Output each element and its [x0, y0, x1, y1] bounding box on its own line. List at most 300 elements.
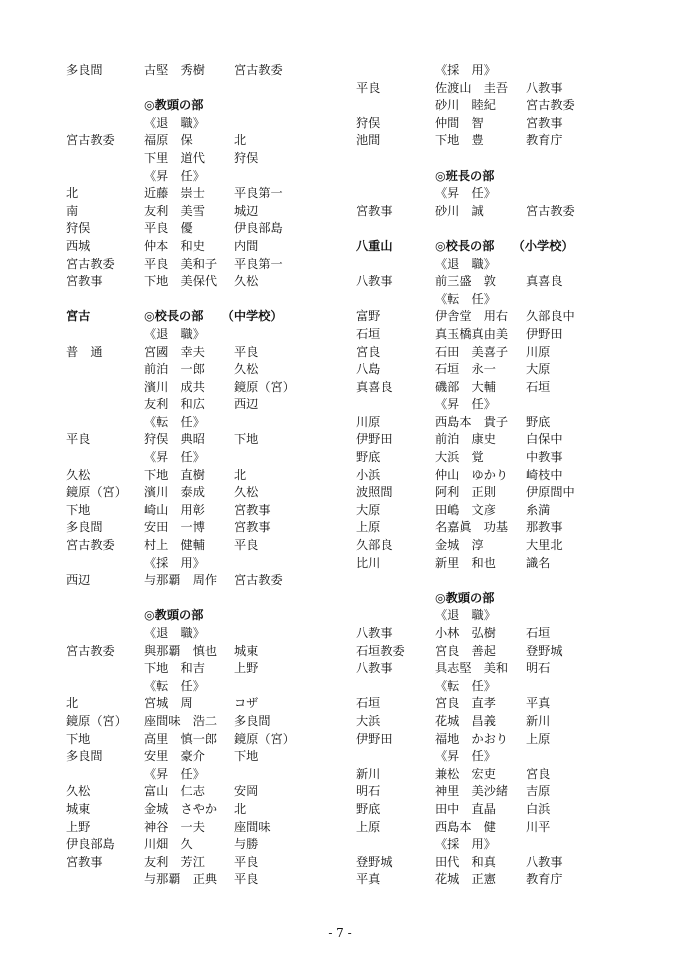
prior-post-cell: 伊野田: [526, 326, 563, 341]
name-cell: 《昇 任》: [435, 749, 496, 764]
personnel-row: [66, 519, 366, 537]
personnel-row: [66, 572, 366, 590]
personnel-row: [356, 62, 666, 80]
school-cell: 大浜: [356, 713, 381, 728]
name-cell: 濱川 泰成: [144, 485, 205, 500]
prior-post-cell: 教育庁: [526, 133, 563, 148]
prior-post-cell: 平良: [234, 344, 259, 359]
prior-post-cell: 北: [234, 133, 247, 148]
prior-post-cell: 鏡原（宮）: [234, 731, 295, 746]
school-cell: 下地: [66, 502, 91, 517]
personnel-row: [66, 801, 366, 819]
school-cell: 城東: [66, 801, 91, 816]
school-cell: 石垣: [356, 696, 381, 711]
page-number: - 7 -: [328, 926, 352, 940]
name-cell: 西島本 健: [435, 819, 496, 834]
prior-post-cell: 識名: [526, 555, 551, 570]
name-cell: ◎教頭の部: [144, 608, 204, 623]
personnel-row: [66, 748, 366, 766]
prior-post-cell: 宮古教委: [526, 203, 575, 218]
school-cell: 西辺: [66, 573, 91, 588]
prior-post-cell: 白浜: [526, 801, 551, 816]
blank-row: [356, 150, 666, 168]
school-cell: 宮教事: [66, 854, 103, 869]
name-cell: ◎校長の部 （小学校）: [435, 238, 574, 253]
name-cell: 《昇 任》: [144, 168, 205, 183]
school-cell: 野底: [356, 801, 381, 816]
name-cell: 福原 保: [144, 133, 193, 148]
school-cell: 八教事: [356, 274, 393, 289]
name-cell: 平良 美和子: [144, 256, 218, 271]
personnel-row: [66, 449, 366, 467]
personnel-row: [356, 871, 666, 889]
name-cell: 宮良 善起: [435, 643, 496, 658]
name-cell: 田嶋 文彦: [435, 502, 496, 517]
name-cell: 村上 健輔: [144, 538, 205, 553]
school-cell: 鏡原（宮）: [66, 485, 127, 500]
blank-row: [356, 572, 666, 590]
blank-row: [66, 291, 366, 309]
prior-post-cell: 宮良: [526, 766, 551, 781]
personnel-row: [66, 871, 366, 889]
personnel-row: [66, 256, 366, 274]
name-cell: 金城 淳: [435, 538, 484, 553]
school-cell: 八重山: [356, 238, 393, 253]
school-cell: 北: [66, 186, 79, 201]
prior-post-cell: 明石: [526, 661, 551, 676]
name-cell: ◎教頭の部: [435, 590, 495, 605]
school-cell: 真喜良: [356, 379, 393, 394]
personnel-row: [356, 555, 666, 573]
prior-post-cell: 下地: [234, 749, 259, 764]
school-cell: 伊良部島: [66, 837, 115, 852]
name-cell: 川畑 久: [144, 837, 193, 852]
school-cell: 宮教事: [356, 203, 393, 218]
personnel-row: [66, 132, 366, 150]
name-cell: 座間味 浩二: [144, 713, 218, 728]
name-cell: 富山 仁志: [144, 784, 205, 799]
name-cell: 石垣 永一: [435, 362, 496, 377]
name-cell: 田代 和真: [435, 854, 496, 869]
personnel-row: [66, 168, 366, 186]
school-cell: 八教事: [356, 626, 393, 640]
prior-post-cell: 崎枝中: [526, 467, 563, 482]
school-cell: 多良間: [66, 520, 103, 535]
personnel-row: [66, 150, 366, 168]
school-cell: 多良間: [66, 749, 103, 764]
school-cell: 新川: [356, 766, 381, 781]
personnel-row: [66, 766, 366, 784]
personnel-row: [66, 819, 366, 837]
school-cell: 大原: [356, 502, 381, 517]
personnel-row: [356, 449, 666, 467]
prior-post-cell: 那教事: [526, 520, 563, 535]
personnel-row: [356, 115, 666, 133]
personnel-row: [66, 185, 366, 203]
prior-post-cell: 久松: [234, 362, 259, 377]
prior-post-cell: 中教事: [526, 450, 563, 465]
school-cell: 富野: [356, 309, 381, 324]
name-cell: 阿利 正則: [435, 485, 496, 500]
prior-post-cell: 平良第一: [234, 256, 283, 271]
personnel-row: [66, 625, 366, 643]
personnel-row: [66, 713, 366, 731]
prior-post-cell: コザ: [234, 696, 259, 711]
name-cell: 《転 任》: [144, 678, 205, 693]
school-cell: 石垣教委: [356, 643, 405, 658]
name-cell: 高里 慎一郎: [144, 731, 218, 746]
name-cell: 具志堅 美和: [435, 661, 509, 676]
school-cell: 下地: [66, 731, 91, 746]
name-cell: 《退 職》: [435, 608, 496, 623]
prior-post-cell: 久松: [234, 274, 259, 289]
prior-post-cell: 八教事: [526, 80, 563, 95]
school-cell: 野底: [356, 450, 381, 465]
name-cell: 田中 直晶: [435, 801, 496, 816]
school-cell: 八教事: [356, 661, 393, 676]
name-cell: 仲本 和史: [144, 238, 205, 253]
school-cell: 平良: [356, 80, 381, 95]
name-cell: ◎班長の部: [435, 168, 495, 183]
personnel-row: [356, 308, 666, 326]
name-cell: 名嘉眞 功基: [435, 520, 509, 535]
personnel-row: [356, 97, 666, 115]
name-cell: 《採 用》: [144, 555, 205, 570]
name-cell: 《採 用》: [435, 63, 496, 77]
name-cell: 《退 職》: [144, 326, 205, 341]
prior-post-cell: 吉原: [526, 784, 551, 799]
name-cell: 与那覇 正典: [144, 872, 218, 887]
name-cell: 真玉橋真由美: [435, 326, 509, 341]
personnel-row: [66, 836, 366, 854]
school-cell: 西城: [66, 238, 91, 253]
name-cell: 下里 道代: [144, 150, 205, 165]
school-cell: 平良: [66, 432, 91, 447]
name-cell: 新里 和也: [435, 555, 496, 570]
personnel-row: [66, 643, 366, 661]
prior-post-cell: 登野城: [526, 643, 563, 658]
prior-post-cell: 大里北: [526, 538, 563, 553]
school-cell: 宮古教委: [66, 643, 115, 658]
name-cell: ◎校長の部 （中学校）: [144, 309, 283, 324]
name-cell: 石田 美喜子: [435, 344, 509, 359]
name-cell: 磯部 大輔: [435, 379, 496, 394]
name-cell: 佐渡山 圭吾: [435, 80, 509, 95]
personnel-row: [356, 256, 666, 274]
prior-post-cell: 川原: [526, 344, 551, 359]
personnel-row: [66, 220, 366, 238]
name-cell: ◎教頭の部: [144, 98, 204, 113]
personnel-row: [66, 537, 366, 555]
name-cell: 宮城 周: [144, 696, 193, 711]
personnel-row: [66, 62, 366, 80]
name-cell: 狩俣 典昭: [144, 432, 205, 447]
personnel-row: [66, 502, 366, 520]
name-cell: 花城 正憲: [435, 872, 496, 887]
name-cell: 近藤 崇士: [144, 186, 205, 201]
personnel-row: [66, 115, 366, 133]
prior-post-cell: 上原: [526, 731, 551, 746]
personnel-row: [356, 519, 666, 537]
name-cell: 西島本 貴子: [435, 414, 509, 429]
prior-post-cell: 教育庁: [526, 872, 563, 887]
name-cell: 金城 さやか: [144, 801, 218, 816]
name-cell: 《昇 任》: [144, 766, 205, 781]
prior-post-cell: 狩俣: [234, 150, 259, 165]
school-cell: 宮良: [356, 344, 381, 359]
prior-post-cell: 宮教事: [526, 115, 563, 130]
left-column: [66, 62, 366, 889]
personnel-row: [356, 607, 666, 625]
prior-post-cell: 与勝: [234, 837, 259, 852]
personnel-row: [66, 660, 366, 678]
prior-post-cell: 多良間: [234, 713, 271, 728]
name-cell: 《昇 任》: [435, 397, 496, 412]
personnel-row: [66, 731, 366, 749]
prior-post-cell: 西辺: [234, 397, 259, 412]
name-cell: 伊舎堂 用右: [435, 309, 509, 324]
prior-post-cell: 八教事: [526, 854, 563, 869]
school-cell: 南: [66, 203, 79, 218]
school-cell: 川原: [356, 414, 381, 429]
school-cell: 狩俣: [66, 221, 91, 236]
name-cell: 《採 用》: [435, 837, 496, 852]
school-cell: 石垣: [356, 326, 381, 341]
school-cell: 多良間: [66, 63, 103, 77]
name-cell: 砂川 誠: [435, 203, 484, 218]
prior-post-cell: 久部良中: [526, 309, 575, 324]
blank-row: [356, 220, 666, 238]
name-cell: 安田 一博: [144, 520, 205, 535]
personnel-row: [356, 291, 666, 309]
name-cell: 福地 かおり: [435, 731, 509, 746]
personnel-row: [66, 484, 366, 502]
personnel-row: [356, 836, 666, 854]
section-heading: [66, 97, 366, 115]
name-cell: 友利 和広: [144, 397, 205, 412]
personnel-row: [356, 414, 666, 432]
personnel-row: [66, 431, 366, 449]
prior-post-cell: 安岡: [234, 784, 259, 799]
name-cell: 下地 直樹: [144, 467, 205, 482]
personnel-row: [356, 80, 666, 98]
personnel-row: [356, 766, 666, 784]
personnel-row: [356, 643, 666, 661]
personnel-row: [66, 555, 366, 573]
school-cell: 狩俣: [356, 115, 381, 130]
personnel-row: [356, 326, 666, 344]
prior-post-cell: 内間: [234, 238, 259, 253]
prior-post-cell: 宮教事: [234, 520, 271, 535]
school-cell: 上原: [356, 520, 381, 535]
personnel-row: [356, 819, 666, 837]
prior-post-cell: 座間味: [234, 819, 271, 834]
section-heading: [66, 308, 366, 326]
personnel-row: [356, 273, 666, 291]
prior-post-cell: 平良: [234, 872, 259, 887]
prior-post-cell: 平良第一: [234, 186, 283, 201]
section-heading: [66, 607, 366, 625]
school-cell: 伊野田: [356, 731, 393, 746]
school-cell: 宮教事: [66, 274, 103, 289]
name-cell: 下地 美保代: [144, 274, 218, 289]
school-cell: 小浜: [356, 467, 381, 482]
school-cell: 比川: [356, 555, 381, 570]
personnel-row: [66, 783, 366, 801]
name-cell: 宮良 直孝: [435, 696, 496, 711]
prior-post-cell: 真喜良: [526, 274, 563, 289]
prior-post-cell: 鏡原（宮）: [234, 379, 295, 394]
prior-post-cell: 川平: [526, 819, 551, 834]
name-cell: 《退 職》: [144, 626, 205, 640]
name-cell: 友利 美雪: [144, 203, 205, 218]
school-cell: 宮古教委: [66, 133, 115, 148]
prior-post-cell: 城辺: [234, 203, 259, 218]
prior-post-cell: 上野: [234, 661, 259, 676]
name-cell: 濱川 成共: [144, 379, 205, 394]
prior-post-cell: 久松: [234, 485, 259, 500]
name-cell: 《退 職》: [144, 115, 205, 130]
personnel-row: [356, 678, 666, 696]
name-cell: 《退 職》: [435, 256, 496, 271]
school-cell: 北: [66, 696, 79, 711]
school-cell: 波照間: [356, 485, 393, 500]
name-cell: 小林 弘樹: [435, 626, 496, 640]
personnel-row: [66, 396, 366, 414]
name-cell: 兼松 宏吏: [435, 766, 496, 781]
personnel-row: [356, 203, 666, 221]
personnel-row: [66, 326, 366, 344]
blank-row: [66, 80, 366, 98]
prior-post-cell: 平良: [234, 538, 259, 553]
prior-post-cell: 伊原間中: [526, 485, 575, 500]
name-cell: 花城 昌義: [435, 713, 496, 728]
name-cell: 《転 任》: [144, 414, 205, 429]
school-cell: 登野城: [356, 854, 393, 869]
personnel-row: [66, 467, 366, 485]
name-cell: 大浜 覚: [435, 450, 484, 465]
name-cell: 古堅 秀樹: [144, 63, 205, 77]
personnel-row: [66, 379, 366, 397]
school-cell: 久松: [66, 467, 91, 482]
personnel-row: [356, 625, 666, 643]
prior-post-cell: 下地: [234, 432, 259, 447]
prior-post-cell: 野底: [526, 414, 551, 429]
school-cell: 宮古教委: [66, 256, 115, 271]
name-cell: 砂川 睦紀: [435, 98, 496, 113]
personnel-row: [66, 695, 366, 713]
personnel-row: [66, 854, 366, 872]
personnel-row: [66, 238, 366, 256]
name-cell: 友利 芳江: [144, 854, 205, 869]
personnel-row: [356, 854, 666, 872]
personnel-row: [356, 783, 666, 801]
section-heading: [356, 168, 666, 186]
school-cell: 宮古教委: [66, 538, 115, 553]
personnel-row: [356, 537, 666, 555]
personnel-row: [356, 132, 666, 150]
personnel-row: [356, 396, 666, 414]
personnel-row: [356, 484, 666, 502]
name-cell: 前三盛 敦: [435, 274, 496, 289]
personnel-row: [356, 185, 666, 203]
school-cell: 八島: [356, 362, 381, 377]
name-cell: 安里 豪介: [144, 749, 205, 764]
personnel-row: [66, 361, 366, 379]
personnel-row: [356, 502, 666, 520]
name-cell: 《昇 任》: [144, 450, 205, 465]
name-cell: 宮國 幸夫: [144, 344, 205, 359]
personnel-row: [356, 344, 666, 362]
personnel-row: [66, 344, 366, 362]
name-cell: 與那覇 慎也: [144, 643, 218, 658]
school-cell: 久松: [66, 784, 91, 799]
school-cell: 普 通: [66, 344, 103, 359]
prior-post-cell: 石垣: [526, 626, 551, 640]
prior-post-cell: 宮古教委: [234, 63, 283, 77]
name-cell: 下地 豊: [435, 133, 484, 148]
name-cell: 前泊 康史: [435, 432, 496, 447]
prior-post-cell: 平真: [526, 696, 551, 711]
school-cell: 上原: [356, 819, 381, 834]
personnel-row: [356, 695, 666, 713]
name-cell: 神谷 一夫: [144, 819, 205, 834]
prior-post-cell: 大原: [526, 362, 551, 377]
school-cell: 明石: [356, 784, 381, 799]
name-cell: 《昇 任》: [435, 186, 496, 201]
prior-post-cell: 新川: [526, 713, 551, 728]
school-cell: 鏡原（宮）: [66, 713, 127, 728]
name-cell: 《転 任》: [435, 678, 496, 693]
section-heading: [356, 590, 666, 608]
prior-post-cell: 白保中: [526, 432, 563, 447]
personnel-row: [356, 431, 666, 449]
name-cell: 《転 任》: [435, 291, 496, 306]
school-cell: 伊野田: [356, 432, 393, 447]
school-cell: 久部良: [356, 538, 393, 553]
prior-post-cell: 宮古教委: [526, 98, 575, 113]
section-heading: [356, 238, 666, 256]
personnel-row: [356, 361, 666, 379]
personnel-row: [356, 467, 666, 485]
name-cell: 前泊 一郎: [144, 362, 205, 377]
prior-post-cell: 北: [234, 467, 247, 482]
right-column: [356, 62, 666, 889]
school-cell: 上野: [66, 819, 91, 834]
personnel-row: [66, 678, 366, 696]
prior-post-cell: 伊良部島: [234, 221, 283, 236]
name-cell: 崎山 用彰: [144, 502, 205, 517]
prior-post-cell: 北: [234, 801, 247, 816]
personnel-row: [356, 748, 666, 766]
name-cell: 仲山 ゆかり: [435, 467, 509, 482]
name-cell: 神里 美沙緒: [435, 784, 509, 799]
name-cell: 平良 優: [144, 221, 193, 236]
personnel-row: [356, 713, 666, 731]
school-cell: 平真: [356, 872, 381, 887]
prior-post-cell: 宮古教委: [234, 573, 283, 588]
name-cell: 仲間 智: [435, 115, 484, 130]
personnel-row: [356, 731, 666, 749]
prior-post-cell: 宮教事: [234, 502, 271, 517]
name-cell: 下地 和吉: [144, 661, 205, 676]
prior-post-cell: 平良: [234, 854, 259, 869]
prior-post-cell: 糸満: [526, 502, 551, 517]
school-cell: 池間: [356, 133, 381, 148]
personnel-row: [66, 414, 366, 432]
prior-post-cell: 城東: [234, 643, 259, 658]
prior-post-cell: 石垣: [526, 379, 551, 394]
